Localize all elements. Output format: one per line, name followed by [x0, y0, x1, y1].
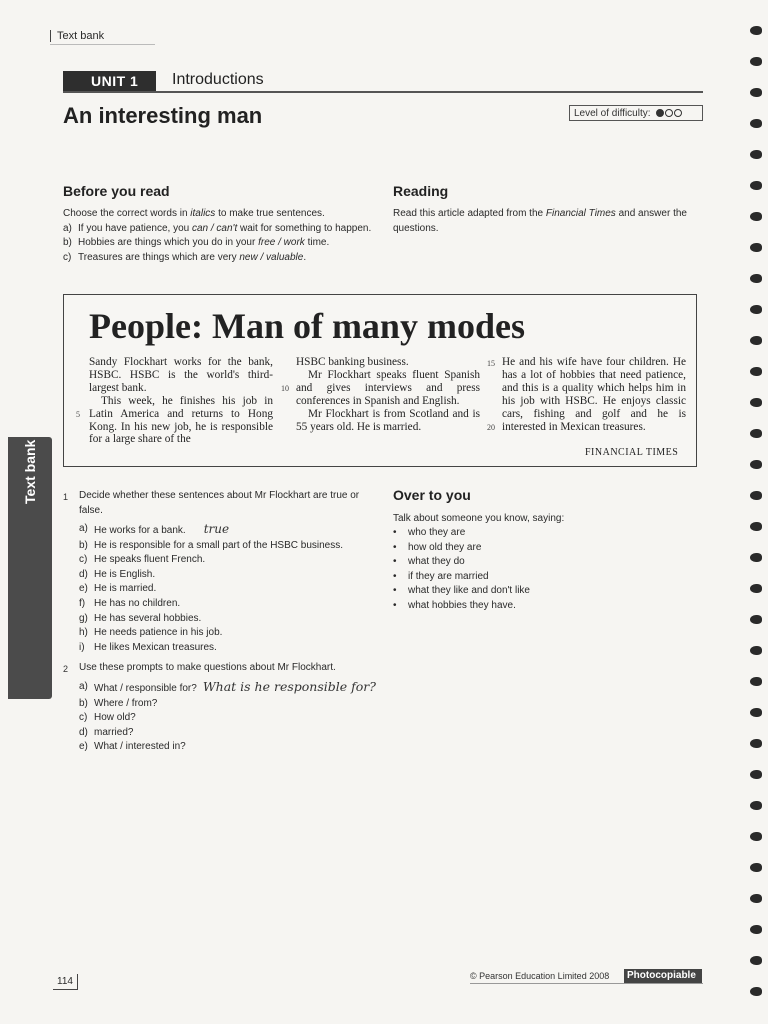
- exercise-number: 1: [63, 492, 69, 502]
- spiral-coil-icon: [750, 646, 762, 655]
- line-number: 20: [487, 423, 495, 432]
- spiral-coil-icon: [750, 863, 762, 872]
- list-item: b) Where / from?: [79, 697, 158, 709]
- spiral-coil-icon: [750, 801, 762, 810]
- article-paragraph: Sandy Flockhart works for the bank, HSBC. HSBC is the world's third-largest bank.: [89, 356, 273, 394]
- over-to-you-instruction: Talk about someone you know, saying:: [393, 513, 565, 524]
- spiral-binding: [744, 20, 766, 1010]
- spiral-coil-icon: [750, 274, 762, 283]
- header-rule: [50, 44, 155, 45]
- footer-rule: [470, 983, 703, 984]
- list-item: • how old they are: [393, 541, 653, 556]
- spiral-coil-icon: [750, 491, 762, 500]
- spiral-coil-icon: [750, 150, 762, 159]
- line-number: 10: [281, 384, 289, 393]
- article-paragraph: He and his wife have four children. He has a lot of hobbies that need patience, and this is a quality which helps him in his job with HSBC. He enjoys classic cars, fishing and golf and he is interested in Mexican treasures.: [502, 356, 686, 433]
- spiral-coil-icon: [750, 615, 762, 624]
- difficulty-label: Level of difficulty:: [574, 108, 651, 120]
- article-paragraph: Mr Flockhart is from Scotland and is 55 years old. He is married.: [296, 407, 480, 433]
- over-to-you-list: [393, 526, 653, 614]
- article-paragraph: Mr Flockhart speaks fluent Spanish and gives interviews and press conferences in Spanish and English.: [296, 368, 480, 407]
- spiral-coil-icon: [750, 460, 762, 469]
- before-you-read-list: [63, 222, 373, 266]
- list-item: f) He has no children.: [79, 597, 181, 609]
- photocopiable-badge: Photocopiable: [624, 969, 702, 983]
- spiral-coil-icon: [750, 212, 762, 221]
- list-item: a) What / responsible for? What is he responsible for?: [79, 679, 376, 694]
- list-item: • what they do: [393, 555, 653, 570]
- difficulty-dot-icon: [665, 109, 673, 117]
- spiral-coil-icon: [750, 584, 762, 593]
- article-paragraph: This week, he finishes his job in Latin America and returns to Hong Kong. In his new job, he is responsible for a large share of the: [89, 394, 273, 446]
- spiral-coil-icon: [750, 429, 762, 438]
- spiral-coil-icon: [750, 367, 762, 376]
- article-source: FINANCIAL TIMES: [585, 447, 679, 458]
- exercise-number: 2: [63, 664, 69, 674]
- line-number: 15: [487, 359, 495, 368]
- over-to-you-heading: Over to you: [393, 487, 471, 503]
- spiral-coil-icon: [750, 987, 762, 996]
- list-item: c) He speaks fluent French.: [79, 554, 206, 566]
- list-item: b) He is responsible for a small part of the HSBC business.: [79, 539, 343, 551]
- list-item: c) How old?: [79, 712, 136, 724]
- list-item: d) He is English.: [79, 568, 156, 580]
- list-item: a) If you have patience, you can / can't wait for something to happen.: [63, 222, 372, 234]
- spiral-coil-icon: [750, 832, 762, 841]
- article-column-1: [89, 356, 273, 446]
- list-item: b) Hobbies are things which you do in your free / work time.: [63, 237, 330, 248]
- exercise-2-prompt: Use these prompts to make questions about Mr Flockhart.: [79, 662, 336, 673]
- line-number: 5: [76, 410, 80, 419]
- list-item: • if they are married: [393, 570, 653, 585]
- spiral-coil-icon: [750, 305, 762, 314]
- list-item: g) He has several hobbies.: [79, 612, 202, 624]
- unit-rule: [63, 91, 703, 93]
- list-item: c) Treasures are things which are very new / valuable.: [63, 251, 307, 263]
- list-item: e) What / interested in?: [79, 741, 186, 753]
- list-item: a) He works for a bank. true: [79, 522, 230, 536]
- handwritten-answer: true: [203, 522, 230, 536]
- spiral-coil-icon: [750, 739, 762, 748]
- exercise-1-prompt: Decide whether these sentences about Mr Flockhart are true or false.: [79, 490, 360, 516]
- spiral-coil-icon: [750, 398, 762, 407]
- article-paragraph: HSBC banking business.: [296, 356, 409, 368]
- list-item: • what they like and don't like: [393, 584, 653, 599]
- article-column-2: [296, 356, 480, 433]
- copyright: © Pearson Education Limited 2008: [470, 971, 610, 981]
- spiral-coil-icon: [750, 925, 762, 934]
- spiral-coil-icon: [750, 119, 762, 128]
- list-item: h) He needs patience in his job.: [79, 627, 223, 639]
- spiral-coil-icon: [750, 336, 762, 345]
- page-title: An interesting man: [63, 103, 263, 128]
- spiral-coil-icon: [750, 677, 762, 686]
- list-item: • what hobbies they have.: [393, 599, 653, 614]
- before-you-read-instruction: Choose the correct words in italics to make true sentences.: [63, 208, 325, 219]
- exercise-1-list: [79, 522, 379, 655]
- list-item: • who they are: [393, 526, 653, 541]
- spiral-coil-icon: [750, 894, 762, 903]
- spiral-coil-icon: [750, 708, 762, 717]
- exercise-2-list: [79, 680, 389, 755]
- spiral-coil-icon: [750, 956, 762, 965]
- article-column-3: [502, 356, 686, 433]
- spiral-coil-icon: [750, 181, 762, 190]
- spiral-coil-icon: [750, 770, 762, 779]
- list-item: d) married?: [79, 726, 134, 738]
- side-tab-label: Text bank: [22, 439, 38, 505]
- difficulty-dot-icon: [674, 109, 682, 117]
- spiral-coil-icon: [750, 243, 762, 252]
- list-item: i) He likes Mexican treasures.: [79, 641, 217, 653]
- spiral-coil-icon: [750, 88, 762, 97]
- before-you-read-heading: Before you read: [63, 183, 170, 199]
- unit-title: Introductions: [172, 71, 264, 88]
- list-item: e) He is married.: [79, 583, 157, 595]
- reading-instruction: Read this article adapted from the Financial Times and answer the questions.: [393, 208, 687, 234]
- spiral-coil-icon: [750, 553, 762, 562]
- reading-heading: Reading: [393, 183, 449, 199]
- page-number: 114: [53, 974, 78, 990]
- spiral-coil-icon: [750, 522, 762, 531]
- article-title: People: Man of many modes: [89, 306, 525, 346]
- unit-badge: UNIT 1: [63, 71, 156, 92]
- before-you-read-section: [63, 207, 373, 265]
- spiral-coil-icon: [750, 57, 762, 66]
- difficulty-box: [569, 105, 703, 121]
- difficulty-dots: [655, 108, 682, 119]
- handwritten-answer: What is he responsible for?: [202, 679, 376, 694]
- running-header: Text bank: [50, 30, 104, 42]
- difficulty-dot-icon: [656, 109, 664, 117]
- spiral-coil-icon: [750, 26, 762, 35]
